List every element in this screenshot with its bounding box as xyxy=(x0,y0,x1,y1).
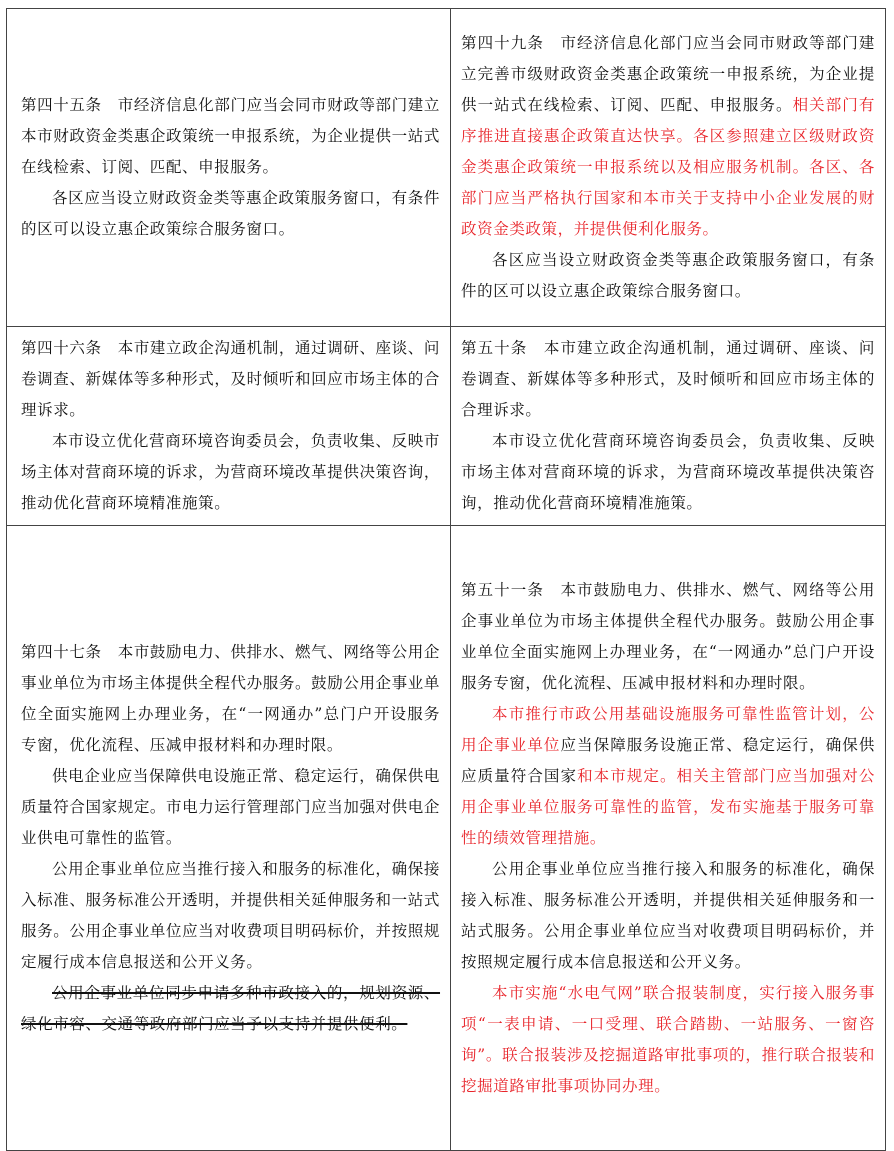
comparison-document xyxy=(6,8,886,1151)
paragraph: 第四十五条 市经济信息化部门应当会同市财政等部门建立本市财政资金类惠企政策统一申报系统，为企业提供一站式在线检索、订阅、匹配、申报服务。 xyxy=(21,96,441,176)
added-text: 本市实施“水电气网”联合报装制度，实行接入服务事项“一表申请、一口受理、联合踏勘、一站服务、一窗咨询”。联合报装涉及挖掘道路审批事项的，推行联合报装和挖掘道路审批事项协同办理。 xyxy=(461,983,875,1095)
paragraph: 供电企业应当保障供电设施正常、稳定运行，确保供电质量符合国家规定。市电力运行管理部门应当加强对供电企业供电可靠性的监管。 xyxy=(21,766,441,847)
paragraph: 第四十六条 本市建立政企沟通机制，通过调研、座谈、问卷调查、新媒体等多种形式，及时倾听和回应市场主体的合理诉求。 xyxy=(21,339,441,419)
paragraph: 第四十七条 本市鼓励电力、供排水、燃气、网络等公用企事业单位为市场主体提供全程代办服务。鼓励公用企事业单位全面实施网上办理业务，在“一网通办”总门户开设服务专窗，优化流程、压减申报材料和办理时限。 xyxy=(21,642,441,754)
paragraph: 各区应当设立财政资金类等惠企政策服务窗口，有条件的区可以设立惠企政策综合服务窗口。 xyxy=(461,251,875,300)
added-text: 本市推行市政公用基础设施服务可靠性监管计划，公用企事业单位 xyxy=(461,704,875,754)
revised-article-49 xyxy=(451,9,886,327)
revised-article-51 xyxy=(451,526,886,1151)
paragraph xyxy=(461,978,875,1102)
added-text: 和本市规定。相关主管部门应当加强对公用企事业单位服务可靠性的监管，发布实施基于服务可靠性的绩效管理措施。 xyxy=(461,766,875,847)
paragraph: 本市推行市政公用基础设施服务可靠性监管计划，公用企事业单位应当保障服务设施正常、稳定运行，确保供应质量符合国家和本市规定。相关主管部门应当加强对公用企事业单位服务可靠性的监管，发布实施基于服务可靠性的绩效管理措施。 xyxy=(461,704,875,847)
paragraph: 第五十条 本市建立政企沟通机制，通过调研、座谈、问卷调查、新媒体等多种形式，及时倾听和回应市场主体的合理诉求。 xyxy=(461,339,875,419)
paragraph: 本市设立优化营商环境咨询委员会，负责收集、反映市场主体对营商环境的诉求，为营商环境改革提供决策咨询，推动优化营商环境精准施策。 xyxy=(461,432,875,512)
paragraph: 第四十九条 市经济信息化部门应当会同市财政等部门建立完善市级财政资金类惠企政策统一申报系统，为企业提供一站式在线检索、订阅、匹配、申报服务。相关部门有序推进直接惠企政策直达快享。各区参照建立区级财政资金类惠企政策统一申报系统以及相应服务机制。各区、各部门应当严格执行国家和本市关于支持中小企业发展的财政资金类政策，并提供便利化服务。 xyxy=(461,34,875,238)
table-row xyxy=(7,9,886,327)
paragraph: 公用企事业单位应当推行接入和服务的标准化，确保接入标准、服务标准公开透明，并提供相关延伸服务和一站式服务。公用企事业单位应当对收费项目明码标价，并按照规定履行成本信息报送和公开义务。 xyxy=(461,859,875,971)
deleted-text: 公用企事业单位同步申请多种市政接入的，规划资源、绿化市容、交通等政府部门应当予以支持并提供便利。 xyxy=(21,983,441,1033)
revised-article-50 xyxy=(451,327,886,526)
paragraph: 公用企事业单位应当推行接入和服务的标准化，确保接入标准、服务标准公开透明，并提供相关延伸服务和一站式服务。公用企事业单位应当对收费项目明码标价，并按照规定履行成本信息报送和公开义务。 xyxy=(21,859,441,971)
paragraph: 第五十一条 本市鼓励电力、供排水、燃气、网络等公用企事业单位为市场主体提供全程代办服务。鼓励公用企事业单位全面实施网上办理业务，在“一网通办”总门户开设服务专窗，优化流程、压减申报材料和办理时限。 xyxy=(461,580,875,692)
added-text: 相关部门有序推进直接惠企政策直达快享。各区参照建立区级财政资金类惠企政策统一申报系统以及相应服务机制。各区、各部门应当严格执行国家和本市关于支持中小企业发展的财政资金类政策，并提供便利化服务。 xyxy=(461,96,875,238)
table-row xyxy=(7,327,886,526)
regulation-comparison-table xyxy=(6,8,886,1151)
original-article-47 xyxy=(7,526,451,1151)
paragraph: 各区应当设立财政资金类等惠企政策服务窗口，有条件的区可以设立惠企政策综合服务窗口。 xyxy=(21,189,441,238)
original-article-45 xyxy=(7,9,451,327)
paragraph: 本市设立优化营商环境咨询委员会，负责收集、反映市场主体对营商环境的诉求，为营商环境改革提供决策咨询，推动优化营商环境精准施策。 xyxy=(21,432,441,512)
paragraph xyxy=(21,978,440,1040)
table-row xyxy=(7,526,886,1151)
original-article-46 xyxy=(7,327,451,526)
